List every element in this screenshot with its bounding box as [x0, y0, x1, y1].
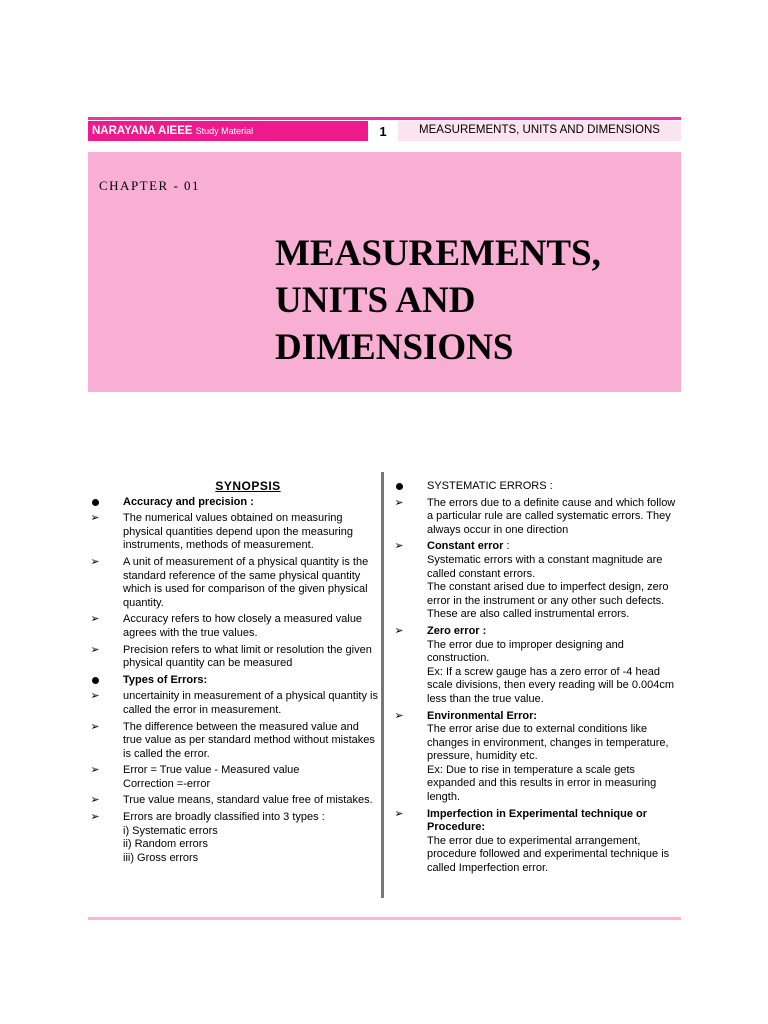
arrow-bullet-icon: ➢: [90, 555, 100, 568]
list-item: [88, 811, 378, 865]
point-text: Correction =-error: [123, 777, 211, 790]
page-number: 1: [368, 121, 398, 141]
list-item: [88, 556, 378, 610]
arrow-bullet-icon: ➢: [90, 690, 100, 703]
point-text: The error arise due to external conditions like changes in environment, changes in temperature, pressure, humidity etc.: [427, 723, 669, 763]
list-item: [88, 794, 378, 808]
arrow-bullet-icon: ➢: [394, 624, 404, 637]
header-section-title: MEASUREMENTS, UNITS AND DIMENSIONS: [398, 121, 681, 141]
point-text: The error due to improper designing and construction.: [427, 638, 624, 665]
point-text: The constant arised due to imperfect design, zero error in the instrument or any other such defects. These are also called instrumental errors.: [427, 581, 669, 621]
arrow-bullet-icon: ➢: [394, 709, 404, 722]
arrow-bullet-icon: ➢: [394, 807, 404, 820]
point-text: Accuracy refers to how closely a measured value agrees with the true values.: [123, 613, 363, 639]
right-column: [392, 480, 684, 879]
brand-material: Study Material: [195, 126, 254, 136]
arrow-bullet-icon: ➢: [90, 794, 100, 807]
list-heading: Types of Errors:: [123, 673, 208, 686]
point-title-suffix: :: [503, 540, 510, 553]
list-item: [392, 808, 684, 876]
arrow-bullet-icon: ➢: [90, 643, 100, 656]
point-text: Error = True value - Measured value: [123, 764, 300, 777]
point-text: The difference between the measured value and true value as per standard method without mistakes is called the error.: [123, 720, 375, 760]
list-item: [88, 674, 378, 688]
point-text: Ex: If a screw gauge has a zero error of -4 head scale divisions, then every reading will be 0.004cm less than the true value.: [427, 665, 675, 705]
list-heading: SYSTEMATIC ERRORS :: [427, 480, 553, 492]
synopsis-heading: SYNOPSIS: [215, 479, 281, 493]
bullet-dot-icon: [392, 480, 406, 495]
chapter-title-line: UNITS AND: [275, 280, 476, 321]
list-item: [392, 497, 684, 538]
left-column: [88, 480, 378, 868]
list-heading: Accuracy and precision :: [123, 495, 254, 508]
header-brand: [88, 121, 368, 141]
point-text: The numerical values obtained on measuring physical quantities depend upon the measuring instruments, methods of measurement.: [123, 512, 353, 552]
arrow-bullet-icon: ➢: [394, 540, 404, 553]
arrow-bullet-icon: ➢: [90, 512, 100, 525]
point-text: The errors due to a definite cause and which follow a particular rule are called systematic errors. They always occur in one direction: [427, 496, 676, 536]
arrow-bullet-icon: ➢: [90, 613, 100, 626]
header-top-rule: [88, 117, 681, 120]
point-text: The error due to experimental arrangement, procedure followed and experimental technique is called Imperfection error.: [427, 834, 670, 875]
point-text: True value means, standard value free of mistakes.: [123, 794, 373, 807]
list-item: [88, 496, 378, 510]
point-text: iii) Gross errors: [123, 851, 199, 864]
list-item: [392, 540, 684, 622]
point-text: Ex: Due to rise in temperature a scale gets expanded and this results in error in measuring length.: [427, 763, 657, 804]
point-text: Precision refers to what limit or resolution the given physical quantity can be measured: [123, 643, 372, 670]
bullet-dot-icon: [88, 674, 102, 689]
point-title: Imperfection in Experimental technique or Procedure:: [427, 807, 648, 834]
point-text: i) Systematic errors: [123, 824, 218, 837]
chapter-title-line: DIMENSIONS: [275, 327, 514, 368]
list-item: [392, 710, 684, 805]
left-list: [88, 496, 378, 866]
point-title: Environmental Error:: [427, 709, 538, 722]
chapter-title-line: MEASUREMENTS,: [275, 233, 601, 274]
brand-name: NARAYANA AIEEE: [92, 125, 193, 137]
point-text: A unit of measurement of a physical quantity is the standard reference of the same physical quantity which is used for comparison of the given physical quantity.: [123, 555, 369, 609]
list-item: [88, 613, 378, 640]
arrow-bullet-icon: ➢: [394, 496, 404, 509]
list-item: [392, 625, 684, 707]
point-text: Systematic errors with a constant magnitude are called constant errors.: [427, 553, 663, 580]
point-text: uncertainity in measurement of a physical quantity is called the error in measurement.: [123, 690, 378, 716]
footer-rule: [88, 917, 681, 920]
list-item: [392, 480, 684, 494]
point-title: Constant error: [427, 540, 504, 553]
list-item: [88, 721, 378, 762]
list-item: [88, 764, 378, 791]
chapter-title: [275, 230, 601, 371]
list-item: [88, 644, 378, 671]
point-text: ii) Random errors: [123, 838, 208, 851]
bullet-dot-icon: [88, 496, 102, 511]
point-title: Zero error :: [427, 624, 487, 637]
arrow-bullet-icon: ➢: [90, 811, 100, 824]
chapter-label: CHAPTER - 01: [99, 178, 201, 193]
list-item: [88, 512, 378, 553]
list-item: [88, 690, 378, 717]
arrow-bullet-icon: ➢: [90, 720, 100, 733]
right-list: [392, 480, 684, 876]
column-divider: [381, 472, 384, 898]
arrow-bullet-icon: ➢: [90, 764, 100, 777]
point-text: Errors are broadly classified into 3 types :: [123, 811, 325, 824]
